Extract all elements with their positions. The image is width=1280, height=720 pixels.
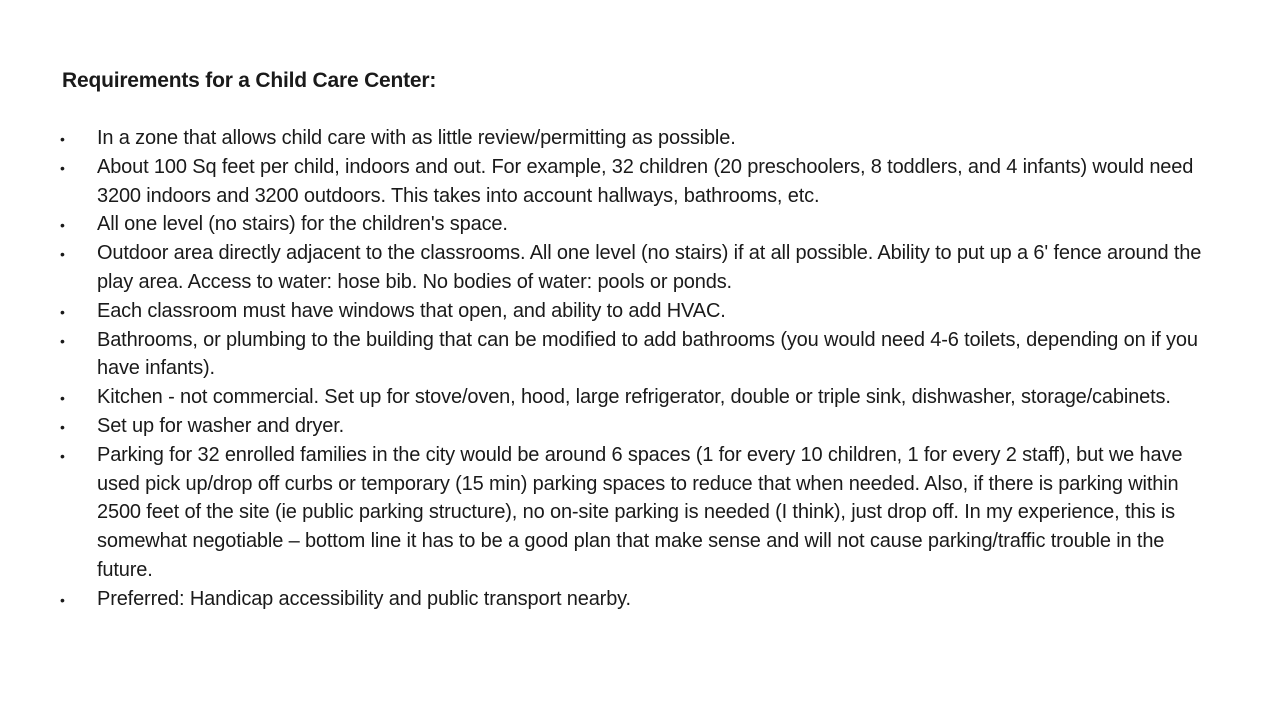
list-item-text: About 100 Sq feet per child, indoors and out. For example, 32 children (20 preschoolers, 8 toddlers, and 4 infants) would need 3200 indoors and 3200 outdoors. This takes into account hallways, bathrooms, etc. (97, 155, 1194, 207)
list-item-text: All one level (no stairs) for the children's space. (97, 213, 508, 236)
list-item-text: Parking for 32 enrolled families in the city would be around 6 spaces (1 for every 10 children, 1 for every 2 staff), but we have used pick up/drop off curbs or temporary (15 min) parking spaces to reduce that when needed. Also, if there is parking within 2500 feet of the site (ie public parking structure), no on-site parking is needed (I think), just drop off. In my experience, this is somewhat negotiable – bottom line it has to be a good plan that make sense and will not cause parking/traffic trouble in the future. (97, 443, 1183, 581)
list-item-text: Preferred: Handicap accessibility and public transport nearby. (97, 587, 631, 610)
list-item (62, 412, 1222, 441)
list-item-text: In a zone that allows child care with as little review/permitting as possible. (97, 127, 736, 149)
list-item-text: Each classroom must have windows that open, and ability to add HVAC. (97, 299, 726, 322)
bullet-icon: • (60, 591, 65, 608)
list-item-text: Set up for washer and dryer. (97, 414, 345, 437)
list-item-text: Kitchen - not commercial. Set up for stove/oven, hood, large refrigerator, double or triple sink, dishwasher, storage/cabinets. (97, 386, 1171, 409)
bullet-icon: • (60, 332, 65, 349)
list-item-text: Bathrooms, or plumbing to the building that can be modified to add bathrooms (you would need 4-6 toilets, depending on if you have infants). (97, 328, 1198, 380)
list-item (62, 124, 1222, 153)
list-item (62, 585, 1222, 614)
list-item (62, 239, 1222, 297)
bullet-icon: • (60, 303, 65, 320)
list-item (62, 326, 1222, 384)
list-item (62, 383, 1222, 412)
slide-content (62, 66, 1222, 614)
list-item (62, 210, 1222, 239)
bullet-icon: • (60, 390, 65, 407)
requirements-list (62, 124, 1222, 614)
bullet-icon: • (60, 246, 65, 263)
list-item-text: Outdoor area directly adjacent to the classrooms. All one level (no stairs) if at all possible. Ability to put up a 6' fence around the play area. Access to water: hose bib. No bodies of water: pools or ponds. (97, 242, 1202, 293)
bullet-icon: • (60, 217, 65, 234)
bullet-icon: • (60, 159, 65, 176)
list-item (62, 297, 1222, 326)
list-item (62, 441, 1222, 585)
bullet-icon: • (60, 131, 65, 147)
page-title: Requirements for a Child Care Center: (62, 69, 437, 92)
bullet-icon: • (60, 418, 65, 435)
list-item (62, 153, 1222, 211)
bullet-icon: • (60, 447, 65, 464)
